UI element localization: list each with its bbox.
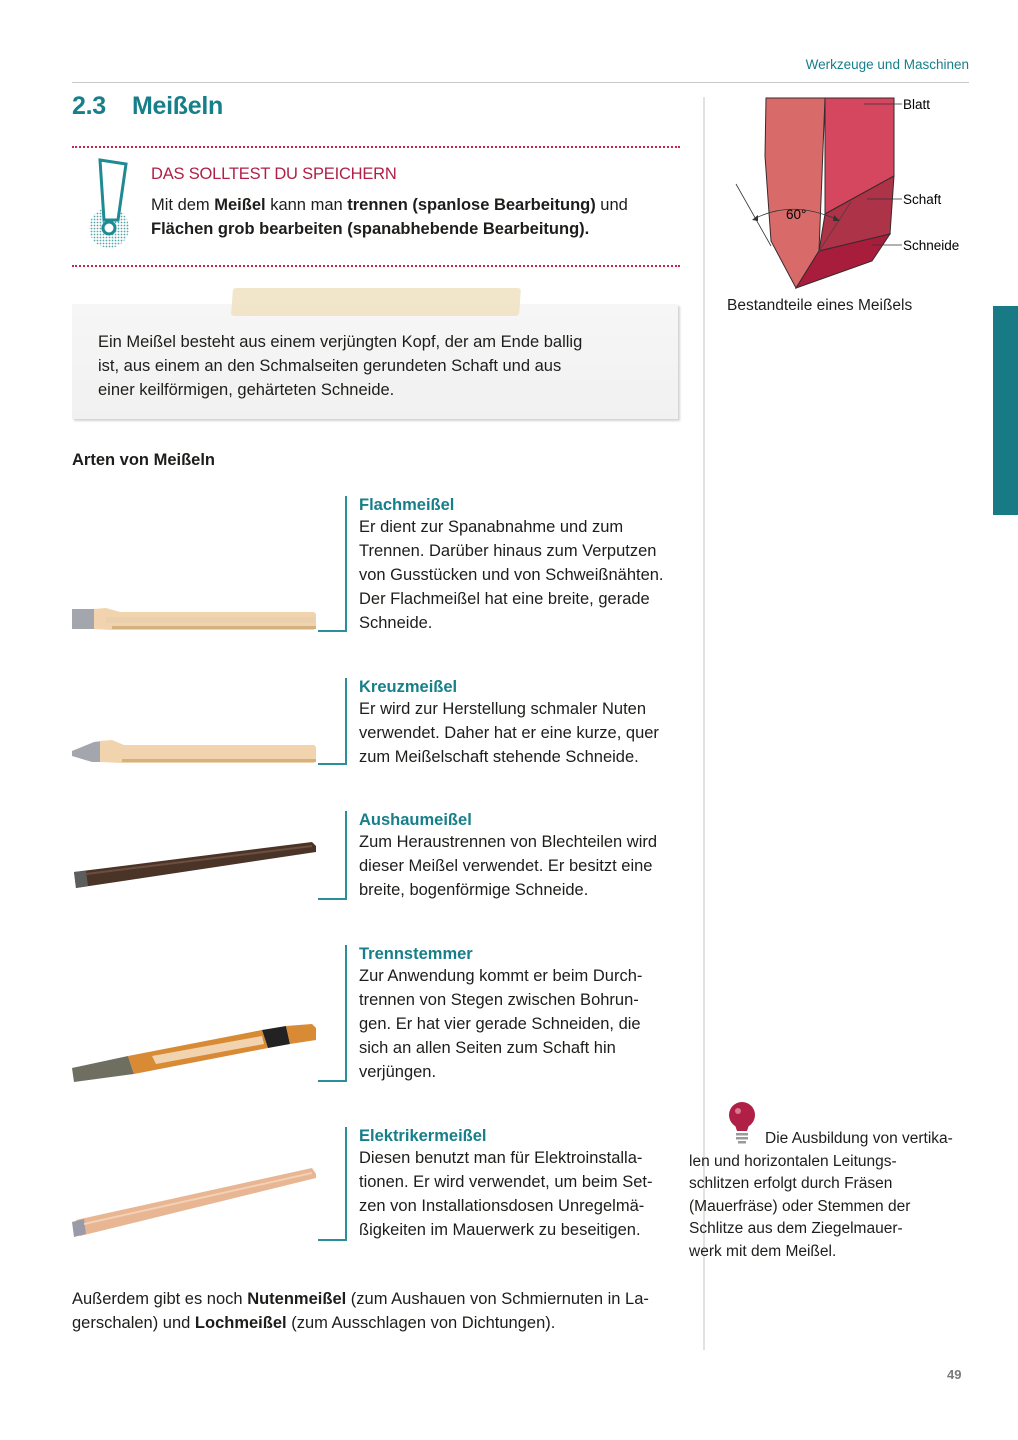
bold-run: Flächen grob bearbeiten (spanabhebende Bearbeitung). (151, 220, 590, 238)
item-line: Trennen. Darüber hinaus zum Verputzen (359, 542, 657, 560)
tip-line: schlitzen erfolgt durch Fräsen (689, 1175, 893, 1192)
item-line: verwendet. Daher hat er eine kurze, quer (359, 724, 659, 742)
tip-line: Schlitze aus dem Ziegelmauer- (689, 1220, 903, 1237)
item-line: von Gusstücken und von Schweißnähten. (359, 566, 664, 584)
item-bracket (318, 1127, 347, 1241)
closing-paragraph (72, 1287, 687, 1335)
chisel-item-aushaumeissel (359, 811, 689, 902)
item-bracket (318, 496, 347, 632)
chisel-item-flachmeissel (359, 496, 689, 635)
tip-text (689, 1128, 977, 1263)
cross-chisel-image (72, 737, 318, 767)
text-run: und (595, 196, 628, 214)
punch-chisel-image (72, 838, 318, 892)
item-line: zen von Installationsdosen Unregelmä- (359, 1197, 645, 1215)
item-description (359, 964, 689, 1084)
tip-line: (Mauerfräse) oder Stemmen der (689, 1197, 911, 1215)
running-head: Werkzeuge und Maschinen (805, 57, 969, 72)
item-line: Diesen benutzt man für Elektroinstalla- (359, 1149, 643, 1167)
item-line: gen. Er hat vier gerade Schneiden, die (359, 1015, 641, 1033)
dotted-rule-bottom (72, 265, 680, 267)
section-name: Meißeln (132, 92, 223, 120)
tip-line: werk mit dem Meißel. (689, 1242, 837, 1260)
item-line: dieser Meißel verwendet. Er besitzt eine (359, 857, 653, 875)
tape-strip (231, 288, 521, 316)
item-line: trennen von Stegen zwischen Bohrun- (359, 991, 639, 1009)
item-bracket (318, 945, 347, 1082)
chisel-item-elektrikermeissel (359, 1127, 689, 1242)
label-schneide: Schneide (903, 238, 960, 253)
chapter-tab (993, 306, 1018, 515)
label-schaft: Schaft (903, 192, 942, 207)
item-line: verjüngen. (359, 1063, 437, 1081)
item-title: Aushaumeißel (359, 811, 472, 829)
header-rule (72, 82, 969, 83)
label-blatt: Blatt (903, 97, 931, 112)
item-line: Zum Heraustrennen von Blechteilen wird (359, 833, 658, 851)
item-line: zum Meißelschaft stehende Schneide. (359, 748, 639, 766)
separating-chisel-image (72, 1022, 318, 1086)
dotted-rule-top (72, 146, 680, 148)
item-bracket (318, 678, 347, 765)
item-title: Trennstemmer (359, 945, 473, 963)
text-run: kann man (265, 196, 348, 214)
tip-line: Die Ausbildung von vertika- (765, 1130, 953, 1147)
page-number: 49 (947, 1367, 962, 1382)
text-run: Außerdem gibt es noch (72, 1290, 248, 1308)
text-run: gerschalen) und (72, 1314, 195, 1332)
note-text (98, 330, 658, 402)
item-title: Kreuzmeißel (359, 678, 458, 696)
bold-run: Nutenmeißel (247, 1290, 347, 1308)
remember-heading: DAS SOLLTEST DU SPEICHERN (151, 165, 397, 183)
item-line: tionen. Er wird verwendet, um beim Set- (359, 1173, 653, 1191)
section-title (72, 92, 223, 121)
item-line: ßigkeiten im Mauerwerk zu beseitigen. (359, 1221, 641, 1239)
text-run: (zum Aushauen von Schmiernuten in La- (346, 1290, 649, 1308)
item-title: Elektrikermeißel (359, 1127, 487, 1145)
flat-chisel-image (72, 606, 318, 634)
note-line: ist, aus einem an den Schmalseiten gerundeten Schaft und aus (98, 357, 562, 375)
remember-text (151, 193, 681, 241)
note-line: Ein Meißel besteht aus einem verjüngten Kopf, der am Ende ballig (98, 333, 583, 351)
types-heading: Arten von Meißeln (72, 451, 216, 469)
item-line: Zur Anwendung kommt er beim Durch- (359, 967, 643, 985)
item-description (359, 1146, 689, 1242)
item-description (359, 697, 689, 769)
tip-line: len und horizontalen Leitungs- (689, 1152, 897, 1170)
item-line: breite, bogenförmige Schneide. (359, 881, 589, 899)
angle-label: 60° (786, 207, 807, 222)
item-description (359, 830, 689, 902)
note-line: einer keilförmigen, gehärteten Schneide. (98, 381, 395, 399)
chisel-item-trennstemmer (359, 945, 689, 1084)
chisel-item-kreuzmeissel (359, 678, 689, 769)
bold-run: Meißel (214, 196, 266, 214)
diagram-caption: Bestandteile eines Meißels (727, 297, 913, 314)
electrician-chisel-image (72, 1164, 318, 1240)
bold-run: Lochmeißel (194, 1314, 287, 1332)
item-line: Er wird zur Herstellung schmaler Nuten (359, 700, 647, 718)
text-run: (zum Ausschlagen von Dichtungen). (286, 1314, 556, 1332)
item-line: Er dient zur Spanabnahme und zum (359, 518, 624, 536)
text-run: Mit dem (151, 196, 215, 214)
item-description (359, 515, 689, 635)
item-line: Schneide. (359, 614, 433, 632)
item-line: sich an allen Seiten zum Schaft hin (359, 1039, 616, 1057)
item-bracket (318, 811, 347, 900)
section-number: 2.3 (72, 92, 106, 120)
exclamation-icon (84, 158, 136, 254)
bold-run: trennen (spanlose Bearbeitung) (347, 196, 596, 214)
chisel-parts-diagram (724, 96, 984, 296)
item-title: Flachmeißel (359, 496, 455, 514)
item-line: Der Flachmeißel hat eine breite, gerade (359, 590, 650, 608)
